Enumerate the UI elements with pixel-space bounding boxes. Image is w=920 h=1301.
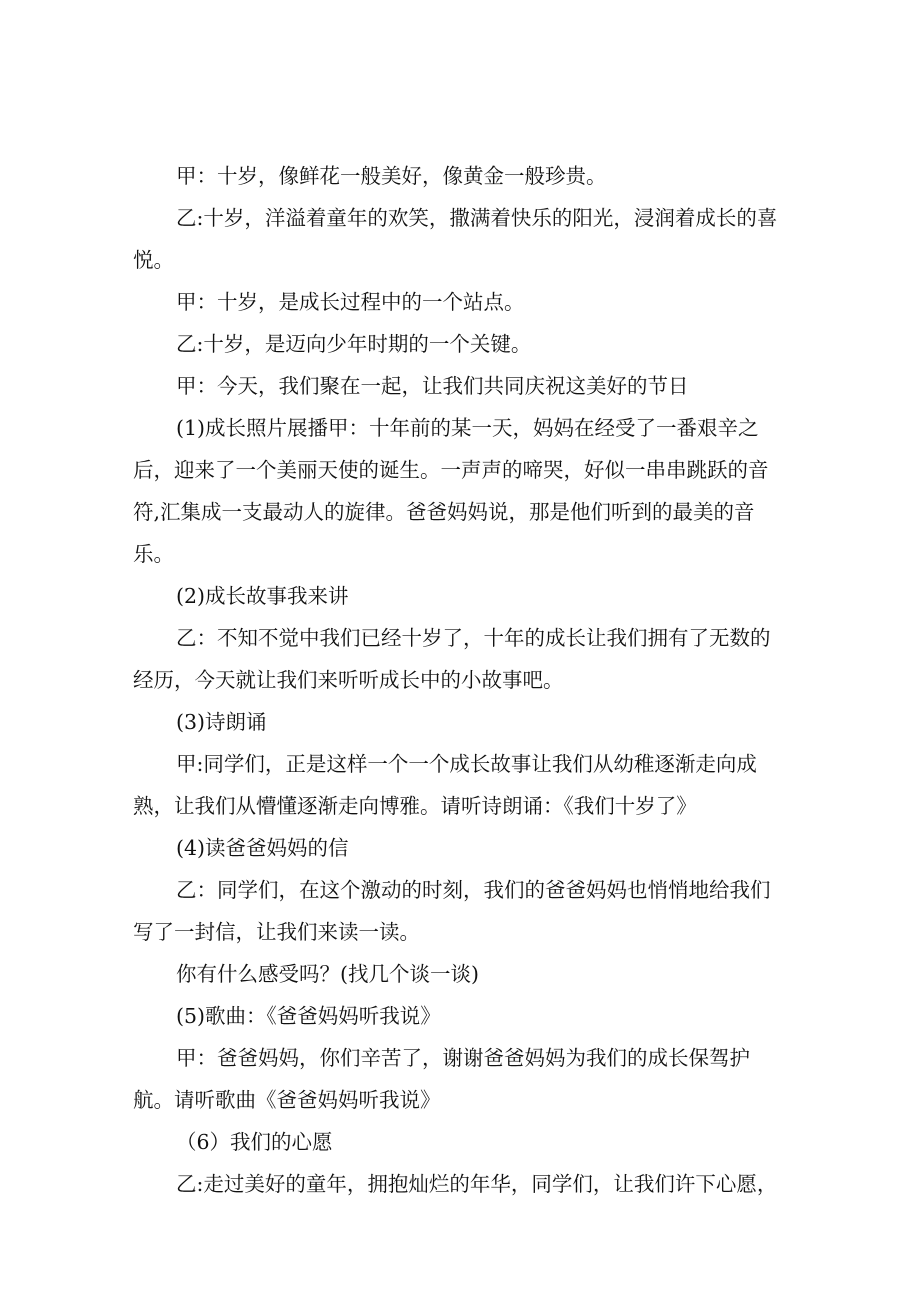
section-heading: (5)歌曲：《爸爸妈妈听我说》 <box>176 1004 441 1028</box>
section-heading: (2)成长故事我来讲 <box>176 584 349 608</box>
paragraph: 甲：今天，我们聚在一起，让我们共同庆祝这美好的节日 <box>176 374 689 398</box>
paragraph: 乙:十岁，洋溢着童年的欢笑，撒满着快乐的阳光，浸润着成长的喜悦。 <box>133 206 778 272</box>
section-heading: (3)诗朗诵 <box>176 710 267 734</box>
paragraph: 乙：同学们，在这个激动的时刻，我们的爸爸妈妈也悄悄地给我们写了一封信，让我们来读一读。 <box>133 878 771 944</box>
section-heading: (4)读爸爸妈妈的信 <box>176 836 349 860</box>
paragraph: 甲：爸爸妈妈，你们辛苦了，谢谢爸爸妈妈为我们的成长保驾护航。请听歌曲《爸爸妈妈听我说》 <box>133 1046 750 1112</box>
paragraph: 甲：十岁，是成长过程中的一个站点。 <box>176 290 525 314</box>
section-heading: （6）我们的心愿 <box>176 1130 333 1154</box>
paragraph: 乙：不知不觉中我们已经十岁了，十年的成长让我们拥有了无数的经历，今天就让我们来听听成长中的小故事吧。 <box>133 626 771 692</box>
paragraph: 甲:同学们，正是这样一个一个成长故事让我们从幼稚逐渐走向成熟，让我们从懵懂逐渐走向博雅。请听诗朗诵：《我们十岁了》 <box>133 752 757 818</box>
paragraph: 乙:十岁，是迈向少年时期的一个关键。 <box>176 332 532 356</box>
paragraph: 甲：十岁，像鲜花一般美好，像黄金一般珍贵。 <box>176 164 607 188</box>
paragraph: 乙:走过美好的童年，拥抱灿烂的年华，同学们，让我们许下心愿， <box>176 1172 778 1196</box>
document-body <box>133 155 788 1205</box>
section-heading-paragraph: (1)成长照片展播甲：十年前的某一天，妈妈在经受了一番艰辛之后，迎来了一个美丽天使的诞生。一声声的啼哭，好似一串串跳跃的音符,汇集成一支最动人的旋律。爸爸妈妈说，那是他们听到的最美的音乐。 <box>133 416 769 566</box>
paragraph: 你有什么感受吗？(找几个谈一谈) <box>176 962 479 986</box>
